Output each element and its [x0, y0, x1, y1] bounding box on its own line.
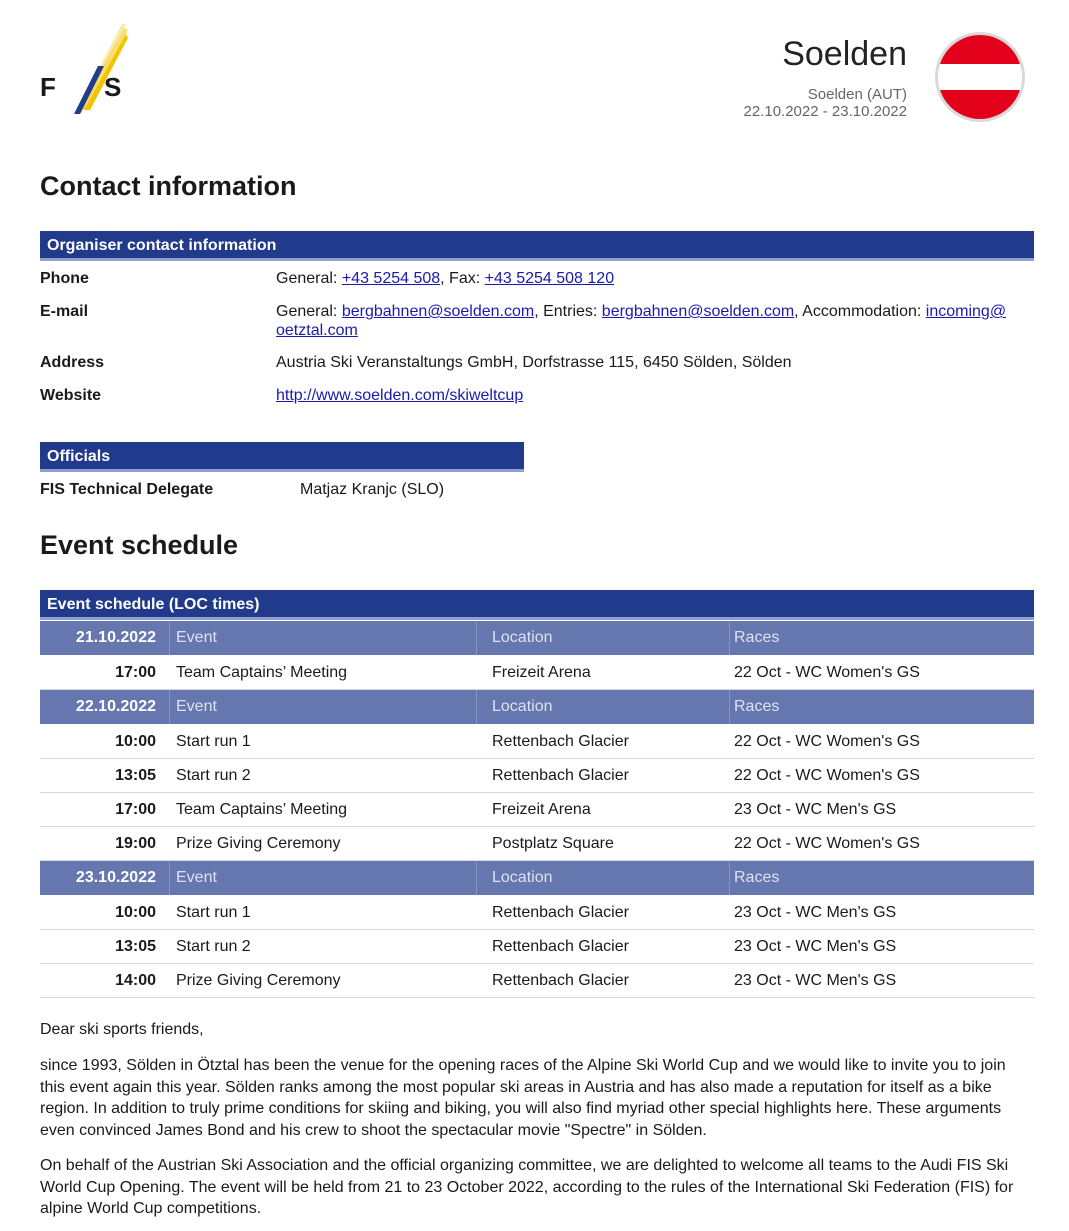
row-location: Rettenbach Glacier: [492, 766, 629, 784]
letter-paragraph-2: On behalf of the Austrian Ski Association and the official organizing committee, we are delighted to welcome all teams to the Audi FIS Ski World Cup Opening. The event will be held from 21 to 23 October 2022, according to the rules of the International Ski Federation (FIS) for alpine World Cup competitions.: [40, 1157, 1014, 1217]
phone-label: Phone: [40, 270, 89, 287]
event-header: [744, 34, 907, 120]
column-header-races: Races: [729, 861, 1034, 895]
website-link[interactable]: http://www.soelden.com/skiweltcup: [276, 387, 524, 404]
column-separator: [156, 759, 170, 792]
email-accommodation-line1: incoming@: [925, 303, 1007, 320]
column-separator: [156, 896, 170, 929]
table-row: [40, 964, 1034, 998]
email-general-prefix: General:: [276, 303, 338, 320]
row-event: Team Captains’ Meeting: [176, 800, 348, 818]
row-time: 10:00: [115, 732, 156, 750]
letter-greeting: Dear ski sports friends,: [40, 1021, 204, 1038]
column-separator: [156, 827, 170, 860]
row-time: 13:05: [115, 766, 156, 784]
svg-text:F: F: [40, 72, 56, 102]
schedule-section-title: Event schedule: [40, 530, 239, 560]
column-separator: [156, 793, 170, 826]
table-row: [40, 759, 1034, 793]
row-time: 10:00: [115, 903, 156, 921]
row-races: 23 Oct - WC Men's GS: [734, 903, 897, 921]
organiser-contact-bar: Organiser contact information: [40, 231, 1034, 261]
row-event: Start run 2: [176, 937, 251, 955]
row-location: Freizeit Arena: [492, 663, 591, 681]
row-races: 23 Oct - WC Men's GS: [734, 800, 897, 818]
email-value: [276, 302, 1034, 340]
column-header-event: Event: [176, 629, 217, 646]
row-location: Freizeit Arena: [492, 800, 591, 818]
row-event: Prize Giving Ceremony: [176, 971, 341, 989]
column-header-races: Races: [729, 621, 1034, 655]
fax-prefix: , Fax:: [440, 270, 481, 287]
email-label: E-mail: [40, 303, 89, 320]
column-separator: [156, 690, 170, 724]
schedule-day-header: [40, 690, 1034, 725]
row-location: Rettenbach Glacier: [492, 937, 629, 955]
fax-link[interactable]: +43 5254 508 120: [484, 270, 615, 287]
event-dates: 22.10.2022 - 23.10.2022: [743, 103, 907, 120]
phone-general-link[interactable]: +43 5254 508: [341, 270, 441, 287]
row-location: Rettenbach Glacier: [492, 732, 629, 750]
schedule-day-header: [40, 621, 1034, 656]
row-time: 19:00: [115, 834, 156, 852]
row-time: 17:00: [115, 800, 156, 818]
contact-section-title: Contact information: [40, 171, 297, 201]
row-event: Team Captains’ Meeting: [176, 663, 348, 681]
row-location: Rettenbach Glacier: [492, 903, 629, 921]
email-general-link[interactable]: bergbahnen@soelden.com: [341, 303, 535, 320]
column-separator: [156, 964, 170, 997]
officials-bar: Officials: [40, 442, 524, 472]
table-row: [40, 725, 1034, 759]
event-place: Soelden (AUT): [807, 86, 907, 103]
svg-text:S: S: [104, 72, 122, 102]
column-separator: [156, 930, 170, 963]
fis-logo: [36, 18, 136, 118]
row-event: Start run 1: [176, 732, 251, 750]
row-location: Postplatz Square: [492, 834, 614, 852]
row-event: Prize Giving Ceremony: [176, 834, 341, 852]
email-accommodation-line2: oetztal.com: [276, 322, 358, 339]
row-races: 23 Oct - WC Men's GS: [734, 937, 897, 955]
row-races: 22 Oct - WC Women's GS: [734, 834, 920, 852]
table-row: [40, 930, 1034, 964]
column-header-races: Races: [729, 690, 1034, 724]
schedule-day-header: [40, 861, 1034, 896]
day-date: 21.10.2022: [75, 629, 156, 646]
letter-paragraph-1: since 1993, Sölden in Ötztal has been the venue for the opening races of the Alpine Ski World Cup and we would like to invite you to join this event again this year. Sölden ranks among the most popular ski areas in Austria and has also made a reputation for itself as a bike region. In addition to truly prime conditions for skiing and biking, you will also find myriad other special highlights here. These arguments even convinced James Bond and his crew to shoot the spectacular movie "Spectre" in Sölden.: [40, 1057, 1006, 1139]
phone-value: [276, 269, 1034, 288]
address-value: Austria Ski Veranstaltungs GmbH, Dorfstrasse 115, 6450 Sölden, Sölden: [276, 354, 792, 371]
column-header-event: Event: [176, 698, 217, 715]
official-label: FIS Technical Delegate: [40, 481, 214, 498]
official-value: Matjaz Kranjc (SLO): [300, 481, 445, 498]
row-races: 22 Oct - WC Women's GS: [734, 663, 920, 681]
row-time: 13:05: [115, 937, 156, 955]
row-time: 14:00: [115, 971, 156, 989]
phone-general-prefix: General:: [276, 270, 338, 287]
table-row: [40, 896, 1034, 930]
column-separator: [156, 861, 170, 895]
row-event: Start run 1: [176, 903, 251, 921]
event-title: Soelden: [782, 35, 907, 73]
column-separator: [156, 621, 170, 655]
row-location: Rettenbach Glacier: [492, 971, 629, 989]
column-separator: [156, 725, 170, 758]
email-entries-link[interactable]: bergbahnen@soelden.com: [601, 303, 795, 320]
day-date: 23.10.2022: [75, 869, 156, 886]
schedule-bar: Event schedule (LOC times): [40, 590, 1034, 620]
row-races: 22 Oct - WC Women's GS: [734, 766, 920, 784]
email-entries-prefix: , Entries:: [534, 303, 598, 320]
column-header-location: Location: [476, 690, 729, 724]
column-header-location: Location: [476, 861, 729, 895]
email-accommodation-prefix: , Accommodation:: [794, 303, 922, 320]
row-races: 23 Oct - WC Men's GS: [734, 971, 897, 989]
table-row: [40, 827, 1034, 861]
address-label: Address: [40, 354, 105, 371]
day-date: 22.10.2022: [75, 698, 156, 715]
column-header-location: Location: [476, 621, 729, 655]
austria-flag-icon: [934, 31, 1026, 123]
column-separator: [156, 656, 170, 689]
row-races: 22 Oct - WC Women's GS: [734, 732, 920, 750]
table-row: [40, 793, 1034, 827]
column-header-event: Event: [176, 869, 217, 886]
schedule-table: [40, 621, 1034, 998]
website-label: Website: [40, 387, 102, 404]
row-event: Start run 2: [176, 766, 251, 784]
table-row: [40, 656, 1034, 690]
row-time: 17:00: [115, 663, 156, 681]
